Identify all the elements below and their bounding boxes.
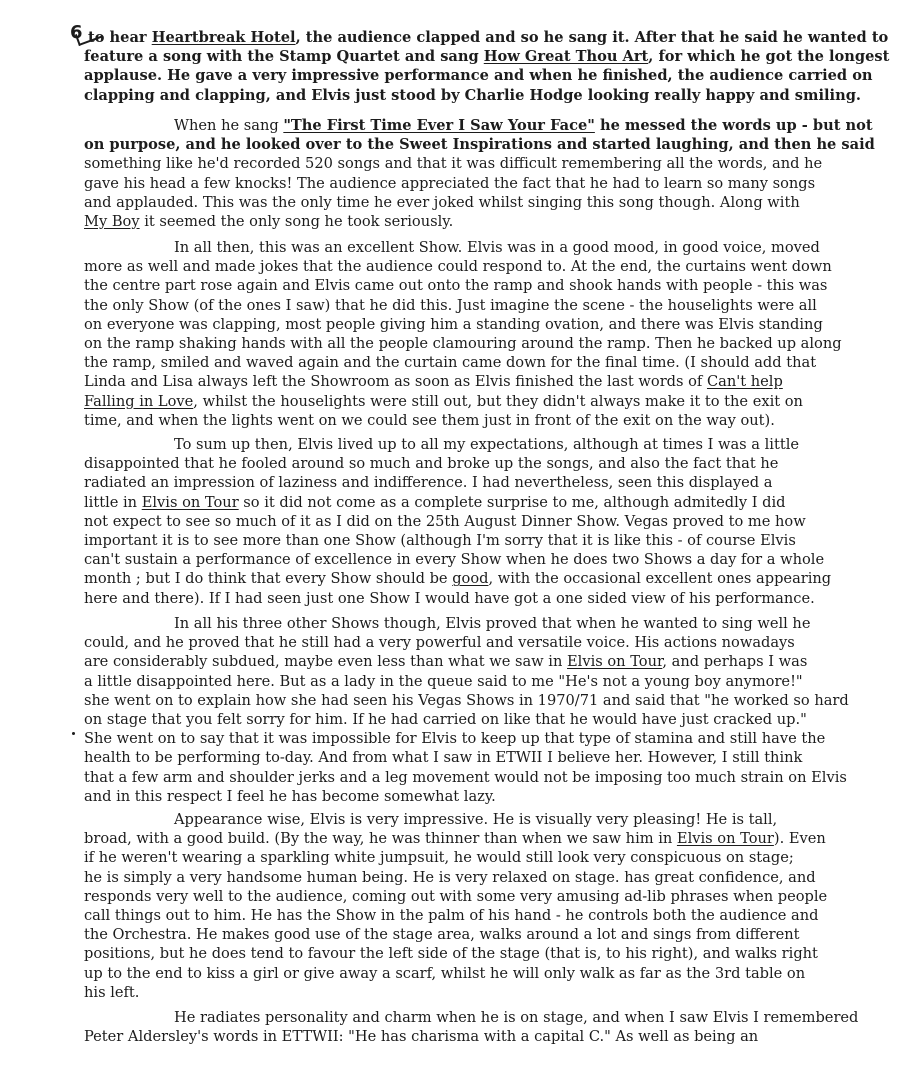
paragraph-2 (84, 116, 875, 231)
text-line: on the ramp shaking hands with all the people clamouring around the ramp. Then he backed up along (84, 335, 842, 353)
text-line: on everyone was clapping, most people giving him a standing ovation, and there was Elvis standing (84, 315, 823, 333)
text-line: disappointed that he fooled around so much and broke up the songs, and also the fact that he (84, 455, 779, 473)
text-line: When he sang "The First Time Ever I Saw Your Face" he messed the words up - but not (174, 117, 873, 134)
text-line: something like he'd recorded 520 songs and that it was difficult remembering all the words, and he (84, 155, 823, 173)
paragraph-1 (84, 28, 890, 105)
text-line: time, and when the lights went on we could see them just in front of the exit on the way out). (84, 411, 775, 429)
text-line: call things out to him. He has the Show in the palm of his hand - he controls both the audience and (84, 907, 819, 925)
text-line: more as well and made jokes that the audience could respond to. At the end, the curtains went down (84, 258, 832, 276)
song-title: How Great Thou Art (483, 48, 649, 66)
song-title: Heartbreak Hotel (151, 29, 296, 46)
song-title: "The First Time Ever I Saw Your Face" (283, 117, 595, 134)
song-title: My Boy (84, 213, 140, 231)
text-line: month ; but I do think that every Show should be good, with the occasional excellent ones appearing (84, 570, 832, 588)
text-line: He radiates personality and charm when he is on stage, and when I saw Elvis I remembered (174, 1009, 859, 1026)
film-title: Elvis on Tour (676, 830, 774, 848)
text-line: radiated an impression of laziness and indifference. I had nevertheless, seen this displayed a (84, 474, 773, 492)
song-title: Can't help (706, 373, 783, 391)
text-line: applause. He gave a very impressive performance and when he finished, the audience carried on (84, 67, 873, 85)
paragraph-7 (84, 1008, 864, 1046)
text-line: feature a song with the Stamp Quartet and sang How Great Thou Art, for which he got the longest (84, 48, 890, 66)
text-line: In all his three other Shows though, Elvis proved that when he wanted to sing well he (174, 615, 811, 632)
text-line: the centre part rose again and Elvis came out onto the ramp and shook hands with people - this was (84, 277, 828, 295)
text-line: Appearance wise, Elvis is very impressive. He is visually very pleasing! He is tall, (174, 811, 778, 828)
text-line: little in Elvis on Tour so it did not come as a complete surprise to me, although admitedly I did (84, 493, 786, 511)
text-line: gave his head a few knocks! The audience appreciated the fact that he had to learn so many songs (84, 174, 816, 192)
text-line: and applauded. This was the only time he ever joked whilst singing this song though. Along with (84, 193, 800, 211)
text-line: he is simply a very handsome human being. He is very relaxed on stage. has great confidence, and (84, 868, 816, 886)
text-line: a little disappointed here. But as a lady in the queue said to me "He's not a young boy anymore!" (84, 672, 803, 690)
text-line: she went on to explain how she had seen his Vegas Shows in 1970/71 and said that "he worked so hard (84, 691, 849, 709)
paragraph-4 (84, 435, 864, 608)
text-line: important it is to see more than one Show (although I'm sorry that it is like this - of course Elvis (84, 532, 796, 550)
text-line: to hear Heartbreak Hotel, the audience clapped and so he sang it. After that he said he wanted to (88, 29, 889, 46)
text-line: health to be performing to-day. And from what I saw in ETWII I believe her. However, I still think (84, 749, 803, 767)
text-line: the ramp, smiled and waved again and the curtain came down for the final time. (I should add that (84, 354, 817, 372)
text-line: on purpose, and he looked over to the Sweet Inspirations and started laughing, and then he said (84, 136, 875, 154)
text-line: Falling in Love, whilst the houselights were still out, but they didn't always make it to the exit on (84, 392, 803, 410)
text-line: can't sustain a performance of excellence in every Show when he does two Shows a day for a whole (84, 551, 825, 569)
page-number: 6 (70, 22, 83, 43)
text-line: here and there). If I had seen just one Show I would have got a one sided view of his performance. (84, 589, 815, 607)
text-line: the only Show (of the ones I saw) that he did this. Just imagine the scene - the houselights were all (84, 296, 817, 314)
text-line: and in this respect I feel he has become somewhat lazy. (84, 787, 496, 805)
text-line: not expect to see so much of it as I did on the 25th August Dinner Show. Vegas proved to me how (84, 512, 806, 530)
text-line: responds very well to the audience, coming out with some very amusing ad-lib phrases when people (84, 887, 828, 905)
text-line: To sum up then, Elvis lived up to all my expectations, although at times I was a little (174, 436, 800, 453)
paragraph-6 (84, 810, 864, 1002)
text-line: broad, with a good build. (By the way, he was thinner than when we saw him in Elvis on Tour). Even (84, 830, 826, 848)
text-line: Peter Aldersley's words in ETTWII: "He has charisma with a capital C." As well as being an (84, 1028, 759, 1046)
emphasis: good (452, 570, 489, 588)
text-line: if he weren't wearing a sparkling white jumpsuit, he would still look very conspicuous on stage; (84, 849, 794, 867)
text-line: could, and he proved that he still had a very powerful and versatile voice. His actions nowadays (84, 634, 795, 652)
paragraph-5 (84, 614, 864, 806)
text-line: that a few arm and shoulder jerks and a leg movement would not be imposing too much strain on Elvis (84, 768, 847, 786)
film-title: Elvis on Tour (141, 493, 239, 511)
film-title: Elvis on Tour (567, 653, 663, 671)
text-line: positions, but he does tend to favour the left side of the stage (that is, to his right), and walks right (84, 945, 818, 963)
text-line: She went on to say that it was impossible for Elvis to keep up that type of stamina and still have the (84, 730, 826, 748)
margin-dot (72, 732, 75, 735)
text-line: up to the end to kiss a girl or give away a scarf, whilst he will only walk as far as the 3rd table on (84, 964, 806, 982)
text-line: on stage that you felt sorry for him. If he had carried on like that he would have just cracked up." (84, 711, 807, 729)
text-line: the Orchestra. He makes good use of the stage area, walks around a lot and sings from different (84, 926, 800, 944)
paragraph-3 (84, 238, 864, 430)
text-line: his left. (84, 983, 140, 1001)
text-line: clapping and clapping, and Elvis just stood by Charlie Hodge looking really happy and smiling. (84, 86, 861, 104)
text-line: My Boy it seemed the only song he took seriously. (84, 213, 454, 231)
text-line: Linda and Lisa always left the Showroom as soon as Elvis finished the last words of Can't help (84, 373, 783, 391)
song-title: Falling in Love (84, 392, 194, 410)
text-line: In all then, this was an excellent Show. Elvis was in a good mood, in good voice, moved (174, 239, 820, 256)
text-line: are considerably subdued, maybe even less than what we saw in Elvis on Tour, and perhaps I was (84, 653, 808, 671)
